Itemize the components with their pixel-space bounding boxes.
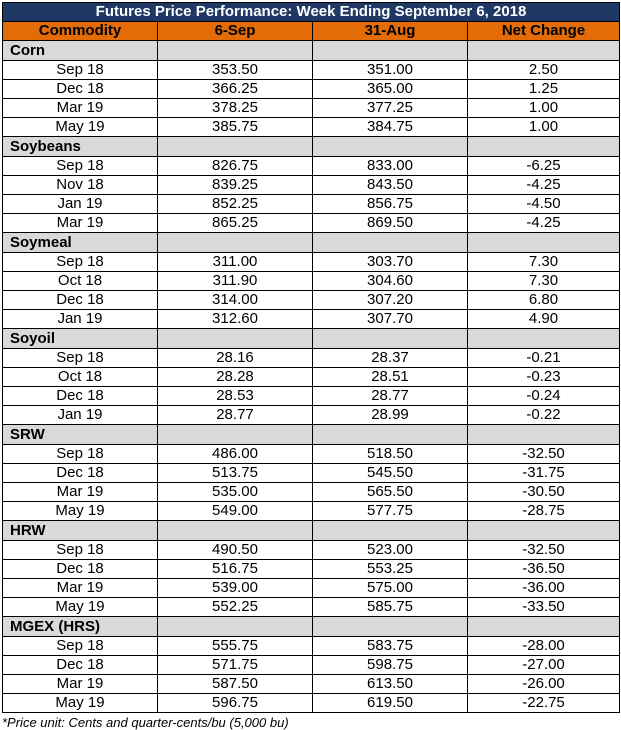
group-empty-cell [468,233,620,253]
table-row [3,291,620,310]
price-31-aug-cell: 577.75 [313,502,468,521]
table-row [3,637,620,656]
price-31-aug-cell: 598.75 [313,656,468,675]
contract-month-cell: May 19 [3,502,158,521]
table-row [3,464,620,483]
price-6-sep-cell: 378.25 [158,99,313,118]
group-name: Corn [3,41,158,61]
price-31-aug-cell: 28.77 [313,387,468,406]
group-row [3,329,620,349]
table-row [3,310,620,329]
net-change-cell: 1.00 [468,99,620,118]
contract-month-cell: May 19 [3,694,158,713]
price-31-aug-cell: 869.50 [313,214,468,233]
net-change-cell: -4.50 [468,195,620,214]
price-6-sep-cell: 312.60 [158,310,313,329]
table-row [3,502,620,521]
net-change-cell: -36.50 [468,560,620,579]
price-6-sep-cell: 839.25 [158,176,313,195]
price-31-aug-cell: 384.75 [313,118,468,137]
price-6-sep-cell: 571.75 [158,656,313,675]
net-change-cell: 7.30 [468,272,620,291]
contract-month-cell: Oct 18 [3,368,158,387]
table-title: Futures Price Performance: Week Ending September 6, 2018 [3,3,620,22]
net-change-cell: -22.75 [468,694,620,713]
price-31-aug-cell: 856.75 [313,195,468,214]
net-change-cell: 2.50 [468,61,620,80]
table-row [3,579,620,598]
column-header-31-aug: 31-Aug [313,22,468,41]
table-row [3,675,620,694]
table-row [3,694,620,713]
price-6-sep-cell: 513.75 [158,464,313,483]
price-6-sep-cell: 366.25 [158,80,313,99]
table-row [3,176,620,195]
net-change-cell: 7.30 [468,253,620,272]
group-empty-cell [468,425,620,445]
group-row [3,41,620,61]
group-empty-cell [313,329,468,349]
price-31-aug-cell: 377.25 [313,99,468,118]
price-6-sep-cell: 865.25 [158,214,313,233]
price-31-aug-cell: 351.00 [313,61,468,80]
net-change-cell: -4.25 [468,176,620,195]
column-header-row [3,22,620,41]
group-name: SRW [3,425,158,445]
contract-month-cell: Mar 19 [3,675,158,694]
table-row [3,214,620,233]
price-6-sep-cell: 28.16 [158,349,313,368]
contract-month-cell: Dec 18 [3,291,158,310]
net-change-cell: -28.75 [468,502,620,521]
net-change-cell: -0.21 [468,349,620,368]
group-empty-cell [158,617,313,637]
table-row [3,253,620,272]
net-change-cell: 1.25 [468,80,620,99]
group-empty-cell [313,233,468,253]
table-row [3,272,620,291]
group-empty-cell [313,41,468,61]
footnote: *Price unit: Cents and quarter-cents/bu (5,000 bu) [2,715,289,730]
net-change-cell: -26.00 [468,675,620,694]
net-change-cell: -32.50 [468,541,620,560]
price-31-aug-cell: 545.50 [313,464,468,483]
group-empty-cell [313,425,468,445]
table-row [3,118,620,137]
contract-month-cell: Sep 18 [3,61,158,80]
net-change-cell: -32.50 [468,445,620,464]
contract-month-cell: Jan 19 [3,310,158,329]
price-6-sep-cell: 555.75 [158,637,313,656]
contract-month-cell: Sep 18 [3,253,158,272]
price-31-aug-cell: 304.60 [313,272,468,291]
price-31-aug-cell: 565.50 [313,483,468,502]
price-6-sep-cell: 28.77 [158,406,313,425]
net-change-cell: 6.80 [468,291,620,310]
table-row [3,541,620,560]
price-31-aug-cell: 613.50 [313,675,468,694]
price-6-sep-cell: 486.00 [158,445,313,464]
contract-month-cell: Oct 18 [3,272,158,291]
price-31-aug-cell: 307.70 [313,310,468,329]
group-empty-cell [158,41,313,61]
group-name: HRW [3,521,158,541]
contract-month-cell: Dec 18 [3,387,158,406]
price-31-aug-cell: 307.20 [313,291,468,310]
price-6-sep-cell: 311.90 [158,272,313,291]
table-row [3,80,620,99]
net-change-cell: -0.22 [468,406,620,425]
table-row [3,387,620,406]
group-empty-cell [158,233,313,253]
contract-month-cell: Sep 18 [3,445,158,464]
net-change-cell: -31.75 [468,464,620,483]
group-empty-cell [468,329,620,349]
price-6-sep-cell: 311.00 [158,253,313,272]
table-row [3,598,620,617]
price-31-aug-cell: 585.75 [313,598,468,617]
price-6-sep-cell: 535.00 [158,483,313,502]
price-6-sep-cell: 28.53 [158,387,313,406]
contract-month-cell: Dec 18 [3,80,158,99]
contract-month-cell: Nov 18 [3,176,158,195]
column-header-6-sep: 6-Sep [158,22,313,41]
net-change-cell: -36.00 [468,579,620,598]
group-row [3,137,620,157]
table-row [3,157,620,176]
price-table-container [2,2,619,730]
group-empty-cell [468,617,620,637]
contract-month-cell: Sep 18 [3,637,158,656]
contract-month-cell: Mar 19 [3,483,158,502]
table-title-row [3,3,620,22]
contract-month-cell: Dec 18 [3,560,158,579]
price-31-aug-cell: 619.50 [313,694,468,713]
group-name: Soybeans [3,137,158,157]
net-change-cell: 4.90 [468,310,620,329]
group-name: MGEX (HRS) [3,617,158,637]
contract-month-cell: Dec 18 [3,656,158,675]
contract-month-cell: May 19 [3,118,158,137]
price-31-aug-cell: 365.00 [313,80,468,99]
futures-price-table [2,2,620,713]
contract-month-cell: Jan 19 [3,195,158,214]
table-row [3,195,620,214]
contract-month-cell: Dec 18 [3,464,158,483]
price-31-aug-cell: 583.75 [313,637,468,656]
group-row [3,521,620,541]
group-empty-cell [158,137,313,157]
contract-month-cell: May 19 [3,598,158,617]
contract-month-cell: Sep 18 [3,157,158,176]
price-6-sep-cell: 353.50 [158,61,313,80]
group-row [3,425,620,445]
group-row [3,617,620,637]
net-change-cell: -28.00 [468,637,620,656]
price-6-sep-cell: 549.00 [158,502,313,521]
price-31-aug-cell: 28.51 [313,368,468,387]
price-6-sep-cell: 314.00 [158,291,313,310]
group-empty-cell [313,521,468,541]
table-row [3,560,620,579]
group-row [3,233,620,253]
net-change-cell: -6.25 [468,157,620,176]
price-6-sep-cell: 587.50 [158,675,313,694]
net-change-cell: -0.23 [468,368,620,387]
table-row [3,483,620,502]
group-empty-cell [468,521,620,541]
price-31-aug-cell: 523.00 [313,541,468,560]
contract-month-cell: Sep 18 [3,541,158,560]
contract-month-cell: Jan 19 [3,406,158,425]
price-6-sep-cell: 385.75 [158,118,313,137]
price-31-aug-cell: 518.50 [313,445,468,464]
group-empty-cell [468,137,620,157]
table-row [3,368,620,387]
column-header-commodity: Commodity [3,22,158,41]
group-name: Soyoil [3,329,158,349]
price-31-aug-cell: 28.37 [313,349,468,368]
group-empty-cell [158,425,313,445]
table-row [3,656,620,675]
table-row [3,406,620,425]
contract-month-cell: Mar 19 [3,99,158,118]
price-6-sep-cell: 490.50 [158,541,313,560]
group-empty-cell [313,137,468,157]
table-row [3,99,620,118]
price-31-aug-cell: 833.00 [313,157,468,176]
net-change-cell: 1.00 [468,118,620,137]
price-31-aug-cell: 28.99 [313,406,468,425]
price-6-sep-cell: 28.28 [158,368,313,387]
net-change-cell: -27.00 [468,656,620,675]
column-header-net-change: Net Change [468,22,620,41]
price-31-aug-cell: 553.25 [313,560,468,579]
contract-month-cell: Mar 19 [3,579,158,598]
group-empty-cell [158,329,313,349]
price-6-sep-cell: 539.00 [158,579,313,598]
table-row [3,61,620,80]
price-6-sep-cell: 516.75 [158,560,313,579]
contract-month-cell: Mar 19 [3,214,158,233]
price-6-sep-cell: 552.25 [158,598,313,617]
group-empty-cell [158,521,313,541]
table-body [3,41,620,713]
net-change-cell: -30.50 [468,483,620,502]
group-empty-cell [468,41,620,61]
price-31-aug-cell: 843.50 [313,176,468,195]
price-31-aug-cell: 303.70 [313,253,468,272]
price-6-sep-cell: 826.75 [158,157,313,176]
group-empty-cell [313,617,468,637]
net-change-cell: -0.24 [468,387,620,406]
price-6-sep-cell: 852.25 [158,195,313,214]
price-6-sep-cell: 596.75 [158,694,313,713]
table-row [3,445,620,464]
net-change-cell: -33.50 [468,598,620,617]
group-name: Soymeal [3,233,158,253]
price-31-aug-cell: 575.00 [313,579,468,598]
contract-month-cell: Sep 18 [3,349,158,368]
table-row [3,349,620,368]
net-change-cell: -4.25 [468,214,620,233]
